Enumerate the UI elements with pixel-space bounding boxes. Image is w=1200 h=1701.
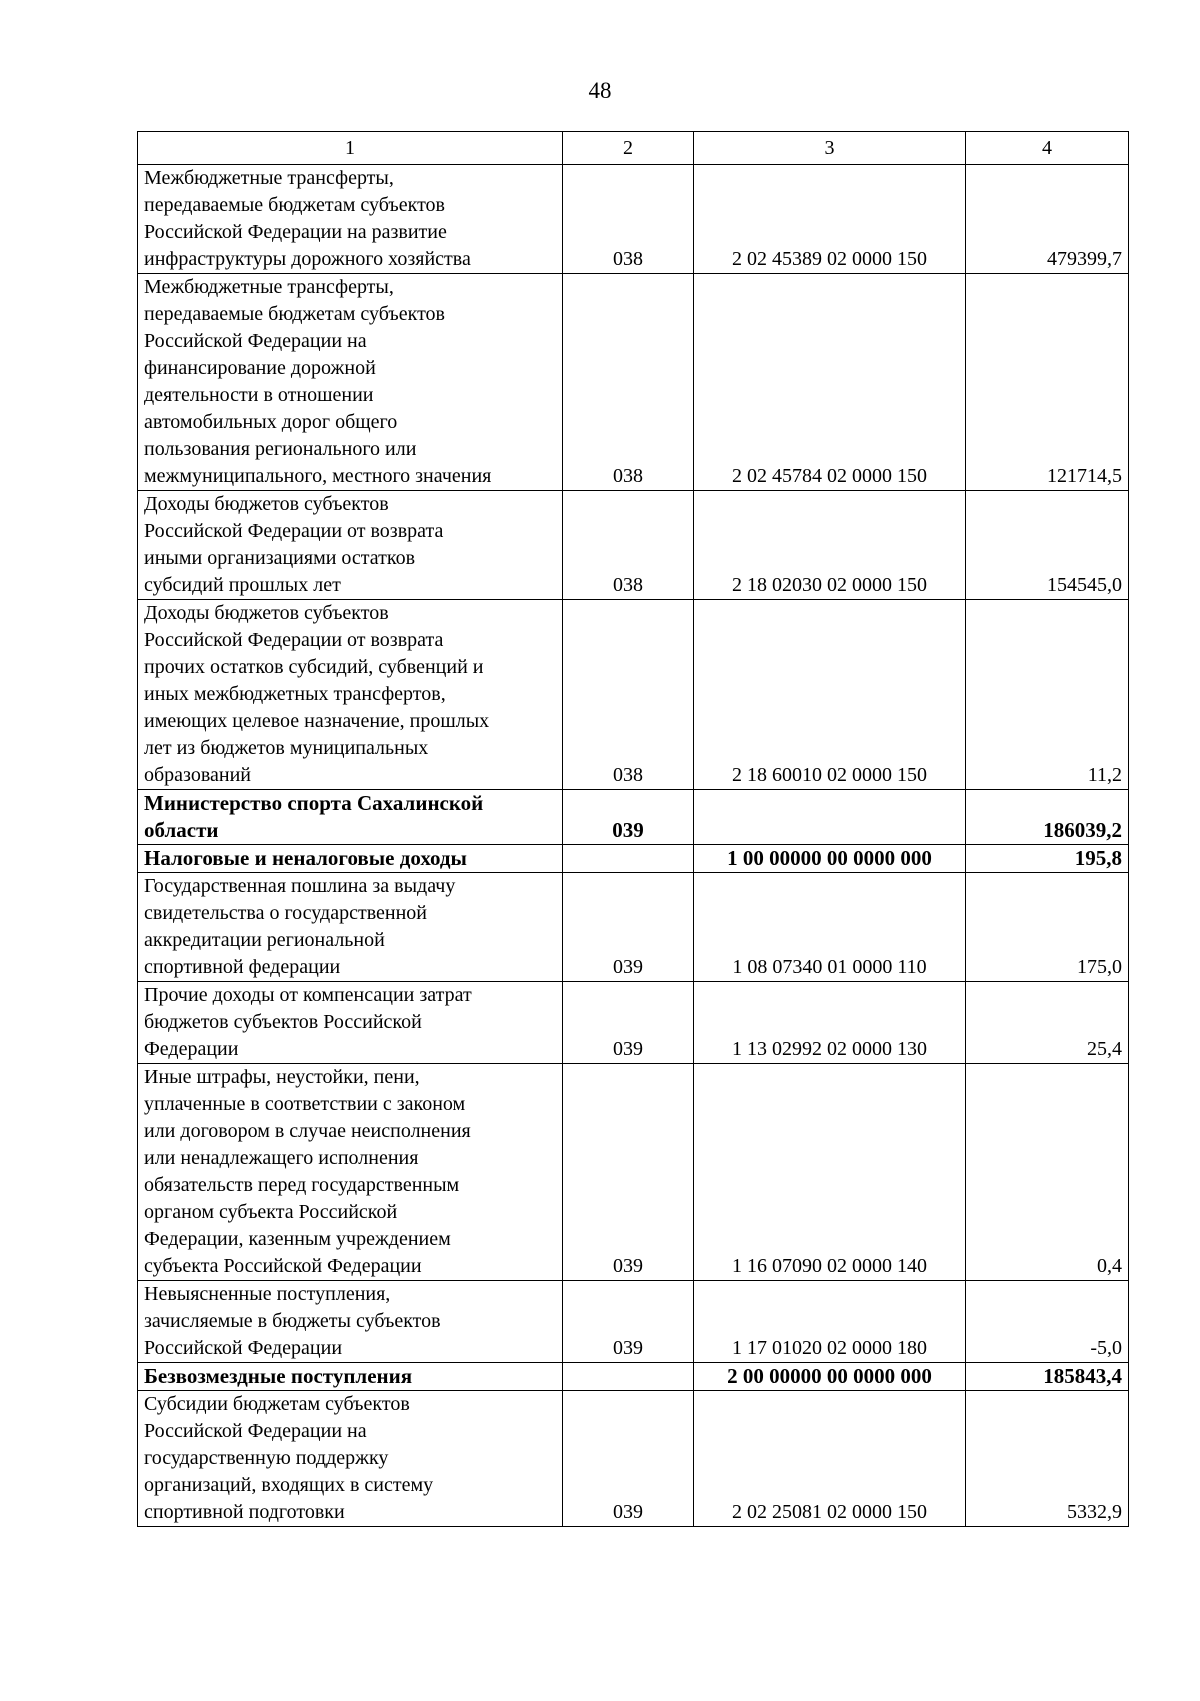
- row-name-line: спортивной подготовки: [144, 1501, 345, 1523]
- row-name-line: или договором в случае неисполнения: [144, 1120, 471, 1142]
- row-name-line: межмуниципального, местного значения: [144, 465, 492, 487]
- row-name-cell: [138, 1281, 563, 1363]
- amount-cell: 11,2: [966, 600, 1129, 790]
- admin-code-cell: 039: [563, 1064, 694, 1281]
- row-name-line: обязательств перед государственным: [144, 1174, 460, 1196]
- table-header-row: [138, 132, 1129, 165]
- row-name-line: области: [144, 818, 219, 842]
- row-name-cell: [138, 873, 563, 982]
- row-name-line: Доходы бюджетов субъектов: [144, 602, 389, 624]
- row-name-cell: [138, 982, 563, 1064]
- column-header-3: 3: [694, 132, 966, 165]
- row-name-cell: [138, 1064, 563, 1281]
- row-name-line: автомобильных дорог общего: [144, 411, 398, 433]
- amount-cell: 175,0: [966, 873, 1129, 982]
- budget-code-cell: 1 16 07090 02 0000 140: [694, 1064, 966, 1281]
- admin-code-cell: 038: [563, 274, 694, 491]
- amount-cell: 5332,9: [966, 1391, 1129, 1527]
- revenue-table: [137, 131, 1129, 1527]
- row-name-line: Министерство спорта Сахалинской: [144, 791, 484, 815]
- amount-cell: 185843,4: [966, 1363, 1129, 1391]
- amount-cell: 195,8: [966, 845, 1129, 873]
- row-name-line: Федерации, казенным учреждением: [144, 1228, 451, 1250]
- row-name-line: прочих остатков субсидий, субвенций и: [144, 656, 484, 678]
- amount-cell: 186039,2: [966, 790, 1129, 845]
- row-name-line: инфраструктуры дорожного хозяйства: [144, 248, 471, 270]
- table-row: [138, 1064, 1129, 1281]
- budget-code-cell: 2 02 25081 02 0000 150: [694, 1391, 966, 1527]
- table-row: [138, 1281, 1129, 1363]
- row-name-cell: [138, 491, 563, 600]
- admin-code-cell: 039: [563, 873, 694, 982]
- budget-code-cell: 2 02 45389 02 0000 150: [694, 165, 966, 274]
- row-name-line: Федерации: [144, 1038, 239, 1060]
- row-name-line: Иные штрафы, неустойки, пени,: [144, 1066, 420, 1088]
- row-name-line: свидетельства о государственной: [144, 902, 428, 924]
- page-number: 48: [588, 78, 612, 103]
- row-name-line: деятельности в отношении: [144, 384, 374, 406]
- table-row: [138, 845, 1129, 873]
- amount-cell: 121714,5: [966, 274, 1129, 491]
- budget-code-cell: 1 17 01020 02 0000 180: [694, 1281, 966, 1363]
- row-name-line: Российской Федерации от возврата: [144, 629, 444, 651]
- row-name-line: образований: [144, 764, 252, 786]
- row-name-line: Российской Федерации на: [144, 1420, 367, 1442]
- row-name-line: Доходы бюджетов субъектов: [144, 493, 389, 515]
- row-name-line: Безвозмездные поступления: [144, 1364, 413, 1388]
- admin-code-cell: 039: [563, 1391, 694, 1527]
- row-name-line: Прочие доходы от компенсации затрат: [144, 984, 472, 1006]
- budget-code-cell: 1 13 02992 02 0000 130: [694, 982, 966, 1064]
- row-name-line: иных межбюджетных трансфертов,: [144, 683, 446, 705]
- row-name-line: аккредитации региональной: [144, 929, 385, 951]
- admin-code-cell: [563, 845, 694, 873]
- row-name-line: Российской Федерации от возврата: [144, 520, 444, 542]
- budget-code-cell: 2 00 00000 00 0000 000: [694, 1363, 966, 1391]
- budget-code-cell: [694, 790, 966, 845]
- row-name-line: Межбюджетные трансферты,: [144, 276, 394, 298]
- admin-code-cell: 038: [563, 165, 694, 274]
- row-name-line: Субсидии бюджетам субъектов: [144, 1393, 410, 1415]
- admin-code-cell: 038: [563, 491, 694, 600]
- row-name-line: уплаченные в соответствии с законом: [144, 1093, 466, 1115]
- amount-cell: 0,4: [966, 1064, 1129, 1281]
- amount-cell: 25,4: [966, 982, 1129, 1064]
- admin-code-cell: [563, 1363, 694, 1391]
- row-name-line: Межбюджетные трансферты,: [144, 167, 394, 189]
- row-name-line: пользования регионального или: [144, 438, 417, 460]
- budget-code-cell: 1 00 00000 00 0000 000: [694, 845, 966, 873]
- row-name-line: Российской Федерации на развитие: [144, 221, 447, 243]
- row-name-line: финансирование дорожной: [144, 357, 376, 379]
- row-name-line: спортивной федерации: [144, 956, 341, 978]
- row-name-line: лет из бюджетов муниципальных: [144, 737, 429, 759]
- table-row: [138, 790, 1129, 845]
- row-name-cell: [138, 1363, 563, 1391]
- table-row: [138, 982, 1129, 1064]
- row-name-line: или ненадлежащего исполнения: [144, 1147, 419, 1169]
- amount-cell: -5,0: [966, 1281, 1129, 1363]
- admin-code-cell: 039: [563, 790, 694, 845]
- table-row: [138, 1391, 1129, 1527]
- row-name-cell: [138, 274, 563, 491]
- row-name-line: Государственная пошлина за выдачу: [144, 875, 456, 897]
- row-name-cell: [138, 1391, 563, 1527]
- amount-cell: 154545,0: [966, 491, 1129, 600]
- budget-code-cell: 1 08 07340 01 0000 110: [694, 873, 966, 982]
- row-name-line: государственную поддержку: [144, 1447, 389, 1469]
- column-header-1: 1: [138, 132, 563, 165]
- column-header-4: 4: [966, 132, 1129, 165]
- table-row: [138, 600, 1129, 790]
- budget-code-cell: 2 02 45784 02 0000 150: [694, 274, 966, 491]
- row-name-cell: [138, 600, 563, 790]
- table-body: [138, 165, 1129, 1527]
- table-row: [138, 491, 1129, 600]
- row-name-line: иными организациями остатков: [144, 547, 416, 569]
- row-name-line: передаваемые бюджетам субъектов: [144, 194, 445, 216]
- row-name-line: Российской Федерации: [144, 1337, 343, 1359]
- row-name-cell: [138, 165, 563, 274]
- budget-code-cell: 2 18 02030 02 0000 150: [694, 491, 966, 600]
- row-name-line: зачисляемые в бюджеты субъектов: [144, 1310, 441, 1332]
- amount-cell: 479399,7: [966, 165, 1129, 274]
- row-name-line: субъекта Российской Федерации: [144, 1255, 422, 1277]
- table-row: [138, 274, 1129, 491]
- row-name-line: организаций, входящих в систему: [144, 1474, 434, 1496]
- row-name-line: бюджетов субъектов Российской: [144, 1011, 422, 1033]
- row-name-line: субсидий прошлых лет: [144, 574, 341, 596]
- row-name-line: органом субъекта Российской: [144, 1201, 398, 1223]
- row-name-line: имеющих целевое назначение, прошлых: [144, 710, 490, 732]
- table-row: [138, 165, 1129, 274]
- budget-code-cell: 2 18 60010 02 0000 150: [694, 600, 966, 790]
- row-name-line: Невыясненные поступления,: [144, 1283, 391, 1305]
- admin-code-cell: 039: [563, 982, 694, 1064]
- admin-code-cell: 038: [563, 600, 694, 790]
- row-name-cell: [138, 845, 563, 873]
- column-header-2: 2: [563, 132, 694, 165]
- table-row: [138, 873, 1129, 982]
- row-name-line: Российской Федерации на: [144, 330, 367, 352]
- row-name-line: Налоговые и неналоговые доходы: [144, 846, 467, 870]
- admin-code-cell: 039: [563, 1281, 694, 1363]
- table-row: [138, 1363, 1129, 1391]
- row-name-line: передаваемые бюджетам субъектов: [144, 303, 445, 325]
- row-name-cell: [138, 790, 563, 845]
